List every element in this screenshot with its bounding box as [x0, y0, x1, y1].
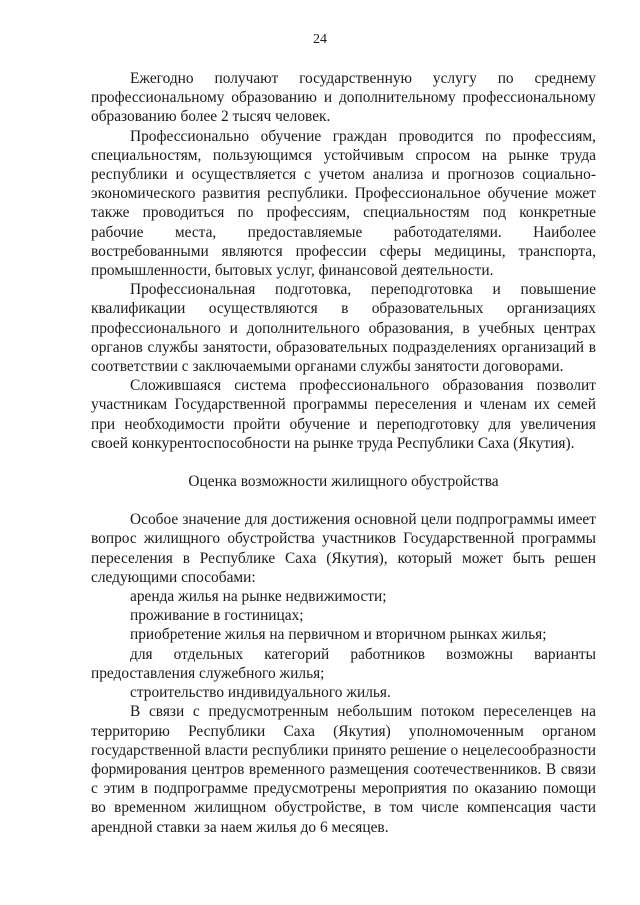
paragraph: Особое значение для достижения основной цели подпрограммы имеет вопрос жилищного обустройства участников Государственной программы переселения в Республике Саха (Якутия), который может быть решен следующими способами:	[91, 511, 596, 586]
paragraph: Ежегодно получают государственную услугу по среднему профессиональному образованию и дополнительному профессиональному образованию более 2 тысяч человек.	[91, 70, 596, 126]
list-item: проживание в гостиницах;	[130, 607, 304, 625]
list-item: для отдельных категорий работников возможны варианты предоставления служебного жилья;	[91, 645, 596, 682]
page-number: 24	[313, 32, 327, 47]
list-item: аренда жилья на рынке недвижимости;	[130, 588, 387, 606]
paragraph: Профессиональная подготовка, переподготовка и повышение квалификации осуществляются в образовательных организациях профессионального и дополнительного образования, в учебных центрах органов службы занятости, образовательных подразделениях организаций в соответствии с заключаемыми органами службы занятости договорами.	[91, 281, 596, 376]
list-item: строительство индивидуального жилья.	[130, 684, 391, 702]
section-heading: Оценка возможности жилищного обустройства	[188, 473, 499, 491]
paragraph: В связи с предусмотренным небольшим потоком переселенцев на территорию Республики Саха (Якутия) уполномоченным органом государственной власти республики принято решение о нецелесообразности формирования центров временного размещения соотечественников. В связи с этим в подпрограмме предусмотрены мероприятия по оказанию помощи во временном жилищном обустройстве, в том числе компенсация части арендной ставки за наем жилья до 6 месяцев.	[91, 703, 596, 836]
paragraph: Профессионально обучение граждан проводится по профессиям, специальностям, пользующимся устойчивым спросом на рынке труда республики и осуществляется с учетом анализа и прогнозов социально-экономического развития республики. Профессиональное обучение может также проводиться по профессиям, специальностям под конкретные рабочие места, предоставляемые работодателями. Наиболее востребованными являются профессии сферы медицины, транспорта, промышленности, бытовых услуг, финансовой деятельности.	[91, 127, 596, 280]
paragraph: Сложившаяся система профессионального образования позволит участникам Государственной программы переселения и членам их семей при необходимости пройти обучение и переподготовку для увеличения своей конкурентоспособности на рынке труда Республики Саха (Якутия).	[91, 377, 596, 452]
document-body	[91, 69, 596, 837]
list-item: приобретение жилья на первичном и вторичном рынках жилья;	[130, 626, 547, 644]
